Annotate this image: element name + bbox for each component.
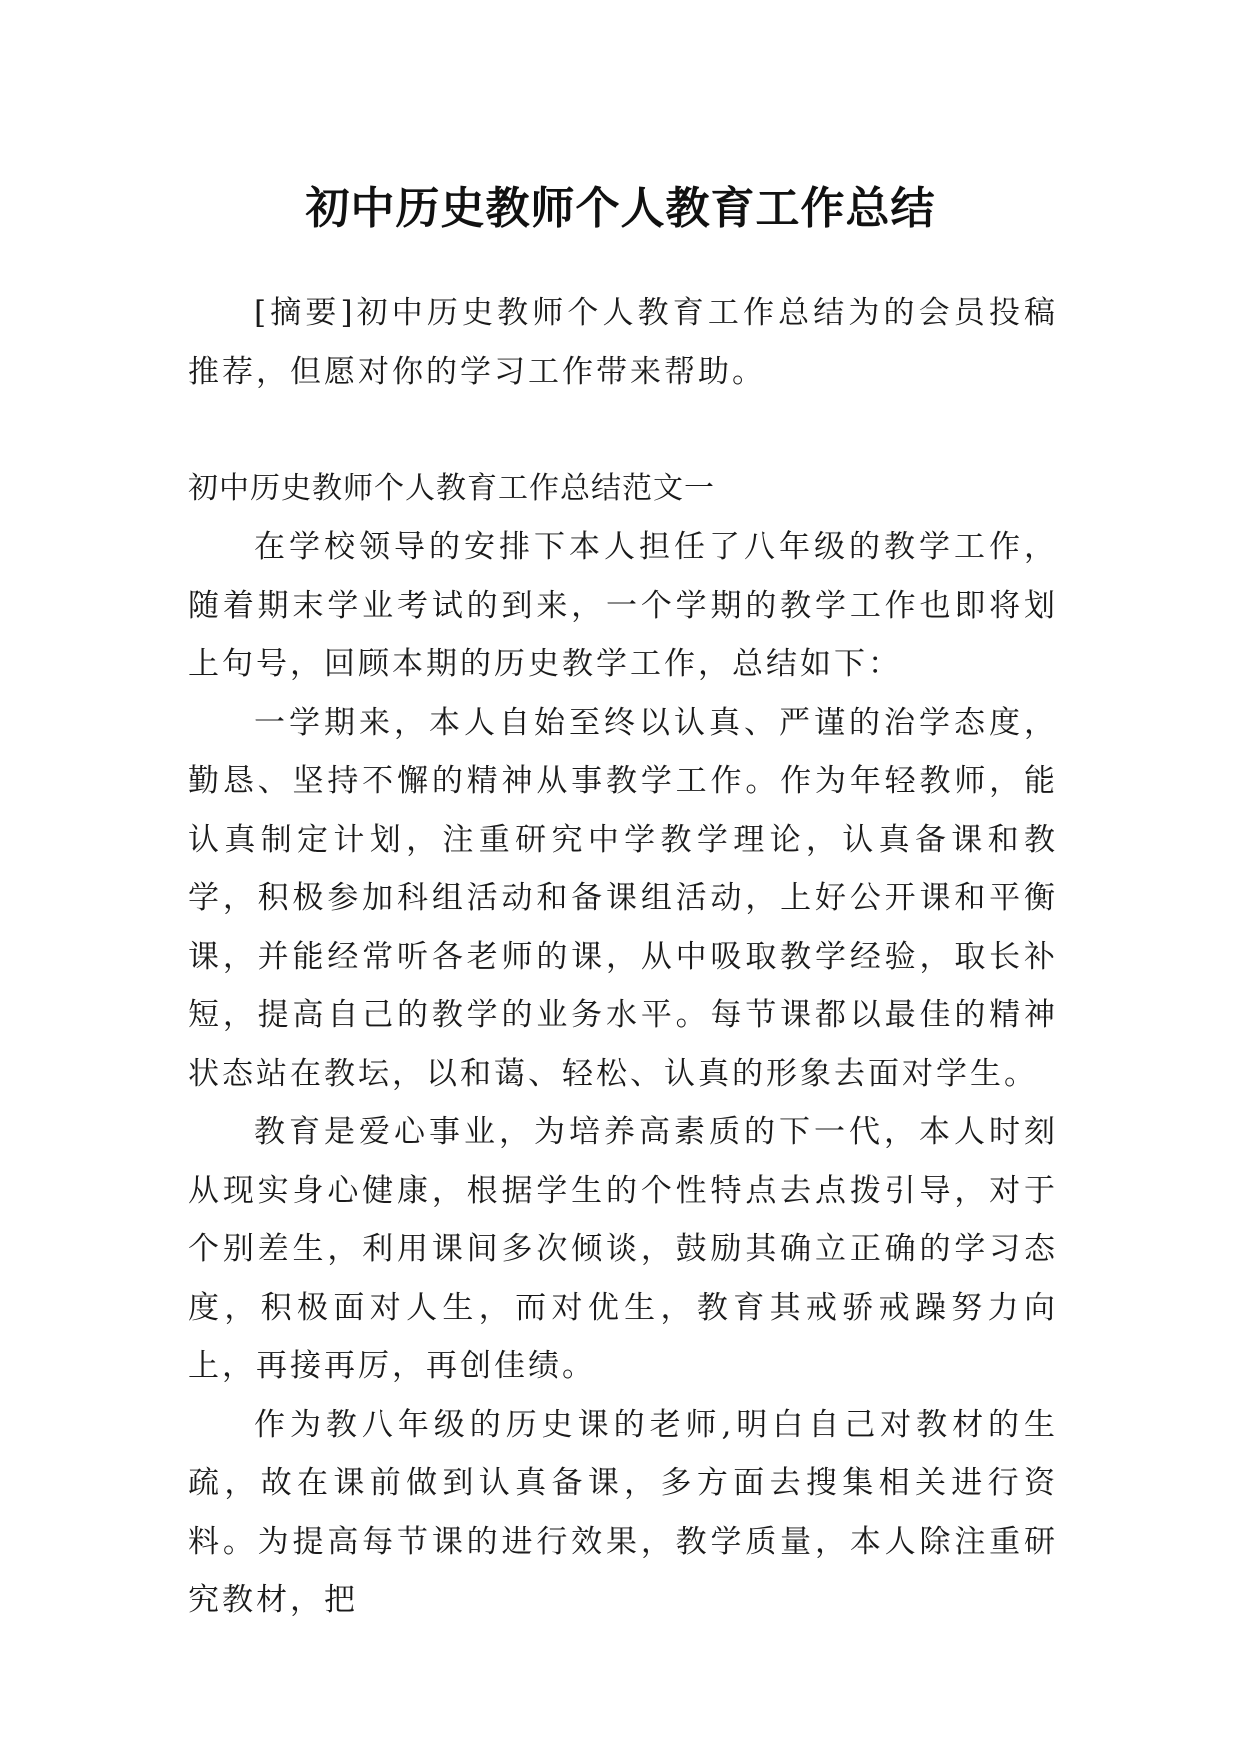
paragraph-1: 在学校领导的安排下本人担任了八年级的教学工作，随着期末学业考试的到来，一个学期的教学工作也即将划上句号，回顾本期的历史教学工作，总结如下： xyxy=(188,529,1058,682)
abstract-text: [摘要]初中历史教师个人教育工作总结为的会员投稿推荐，但愿对你的学习工作带来帮助。 xyxy=(188,295,1058,390)
document-title: 初中历史教师个人教育工作总结 xyxy=(305,183,936,235)
paragraph-2: 一学期来，本人自始至终以认真、严谨的治学态度，勤恳、坚持不懈的精神从事教学工作。作为年轻教师，能认真制定计划，注重研究中学教学理论，认真备课和教学，积极参加科组活动和备课组活动，上好公开课和平衡课，并能经常听各老师的课，从中吸取教学经验，取长补短，提高自己的教学的业务水平。每节课都以最佳的精神状态站在教坛，以和蔼、轻松、认真的形象去面对学生。 xyxy=(188,704,1058,1092)
paragraph-3: 教育是爱心事业，为培养高素质的下一代，本人时刻从现实身心健康，根据学生的个性特点去点拨引导，对于个别差生，利用课间多次倾谈，鼓励其确立正确的学习态度，积极面对人生，而对优生，教育其戒骄戒躁努力向上，再接再厉，再创佳绩。 xyxy=(188,1114,1058,1384)
section-heading: 初中历史教师个人教育工作总结范文一 xyxy=(188,471,715,506)
paragraph-4: 作为教八年级的历史课的老师,明白自己对教材的生疏，故在课前做到认真备课，多方面去搜集相关进行资料。为提高每节课的进行效果，教学质量，本人除注重研究教材，把 xyxy=(188,1406,1058,1618)
main-content xyxy=(188,460,1058,1630)
abstract-block xyxy=(188,284,1058,401)
